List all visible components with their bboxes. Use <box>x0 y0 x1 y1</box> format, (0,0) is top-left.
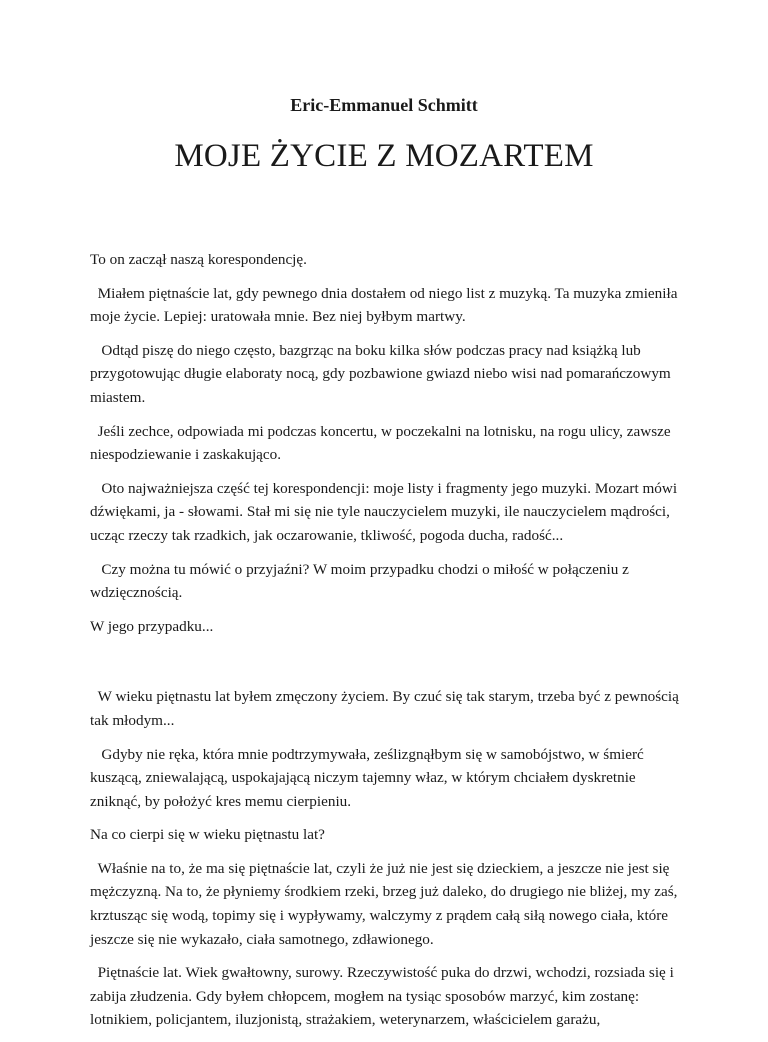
paragraph: To on zaczął naszą korespondencję. <box>90 251 307 268</box>
paragraph: W wieku piętnastu lat byłem zmęczony życiem. By czuć się tak starym, trzeba być z pewnością tak młodym... <box>90 688 683 729</box>
body-text <box>90 248 686 1042</box>
paragraph: Gdyby nie ręka, która mnie podtrzymywała, ześlizgnąłbym się w samobójstwo, w śmierć kuszącą, zniewalającą, uspokajającą niczym tajemny właz, w którym chciałem dyskretnie zniknąć, by położyć kres memu cierpieniu. <box>90 745 648 810</box>
paragraph: Miałem piętnaście lat, gdy pewnego dnia dostałem od niego list z muzyką. Ta muzyka zmieniła moje życie. Lepiej: uratowała mnie. Bez niej byłbym martwy. <box>90 284 682 326</box>
book-title: MOJE ŻYCIE Z MOZARTEM <box>174 138 594 174</box>
paragraph: Czy można tu mówić o przyjaźni? W moim przypadku chodzi o miłość w połączeniu z wdzięcznością. <box>90 560 633 602</box>
paragraph: Odtąd piszę do niego często, bazgrząc na boku kilka słów podczas pracy nad książką lub przygotowując długie elaboraty nocą, gdy pozbawione gwiazd niebo wisi nad pomarańczowym miastem. <box>90 341 675 406</box>
paragraph: Właśnie na to, że ma się piętnaście lat, czyli że już nie jest się dzieckiem, a jeszcze nie jest się mężczyzną. Na to, że płyniemy środkiem rzeki, brzeg już daleko, do drugiego nie bliżej, my zaś, krztusząc się wodą, topimy się i wypływamy, walczymy z prądem całą siłą nowego ciała, które jeszcze się nie wykazało, ciała samotnego, zdławionego. <box>90 859 682 948</box>
paragraph: Oto najważniejsza część tej korespondencji: moje listy i fragmenty jego muzyki. Mozart mówi dźwiękami, ja - słowami. Stał mi się nie tyle nauczycielem muzyki, ile nauczycielem mądrości, ucząc rzeczy tak rzadkich, jak oczarowanie, tkliwość, pogoda ducha, radość... <box>90 479 681 544</box>
author-name: Eric-Emmanuel Schmitt <box>290 95 478 115</box>
paragraph: Jeśli zechce, odpowiada mi podczas koncertu, w poczekalni na lotnisku, na rogu ulicy, zawsze niespodziewanie i zaskakująco. <box>90 422 675 464</box>
paragraph: W jego przypadku... <box>90 617 214 635</box>
paragraph: Na co cierpi się w wieku piętnastu lat? <box>90 826 325 844</box>
paragraph: Piętnaście lat. Wiek gwałtowny, surowy. Rzeczywistość puka do drzwi, wchodzi, rozsiada się i zabija złudzenia. Gdy byłem chłopcem, mogłem na tysiąc sposobów marzyć, kim zostanę: lotnikiem, policjantem, iluzjonistą, strażakiem, weterynarzem, właścicielem garażu, <box>90 964 678 1029</box>
